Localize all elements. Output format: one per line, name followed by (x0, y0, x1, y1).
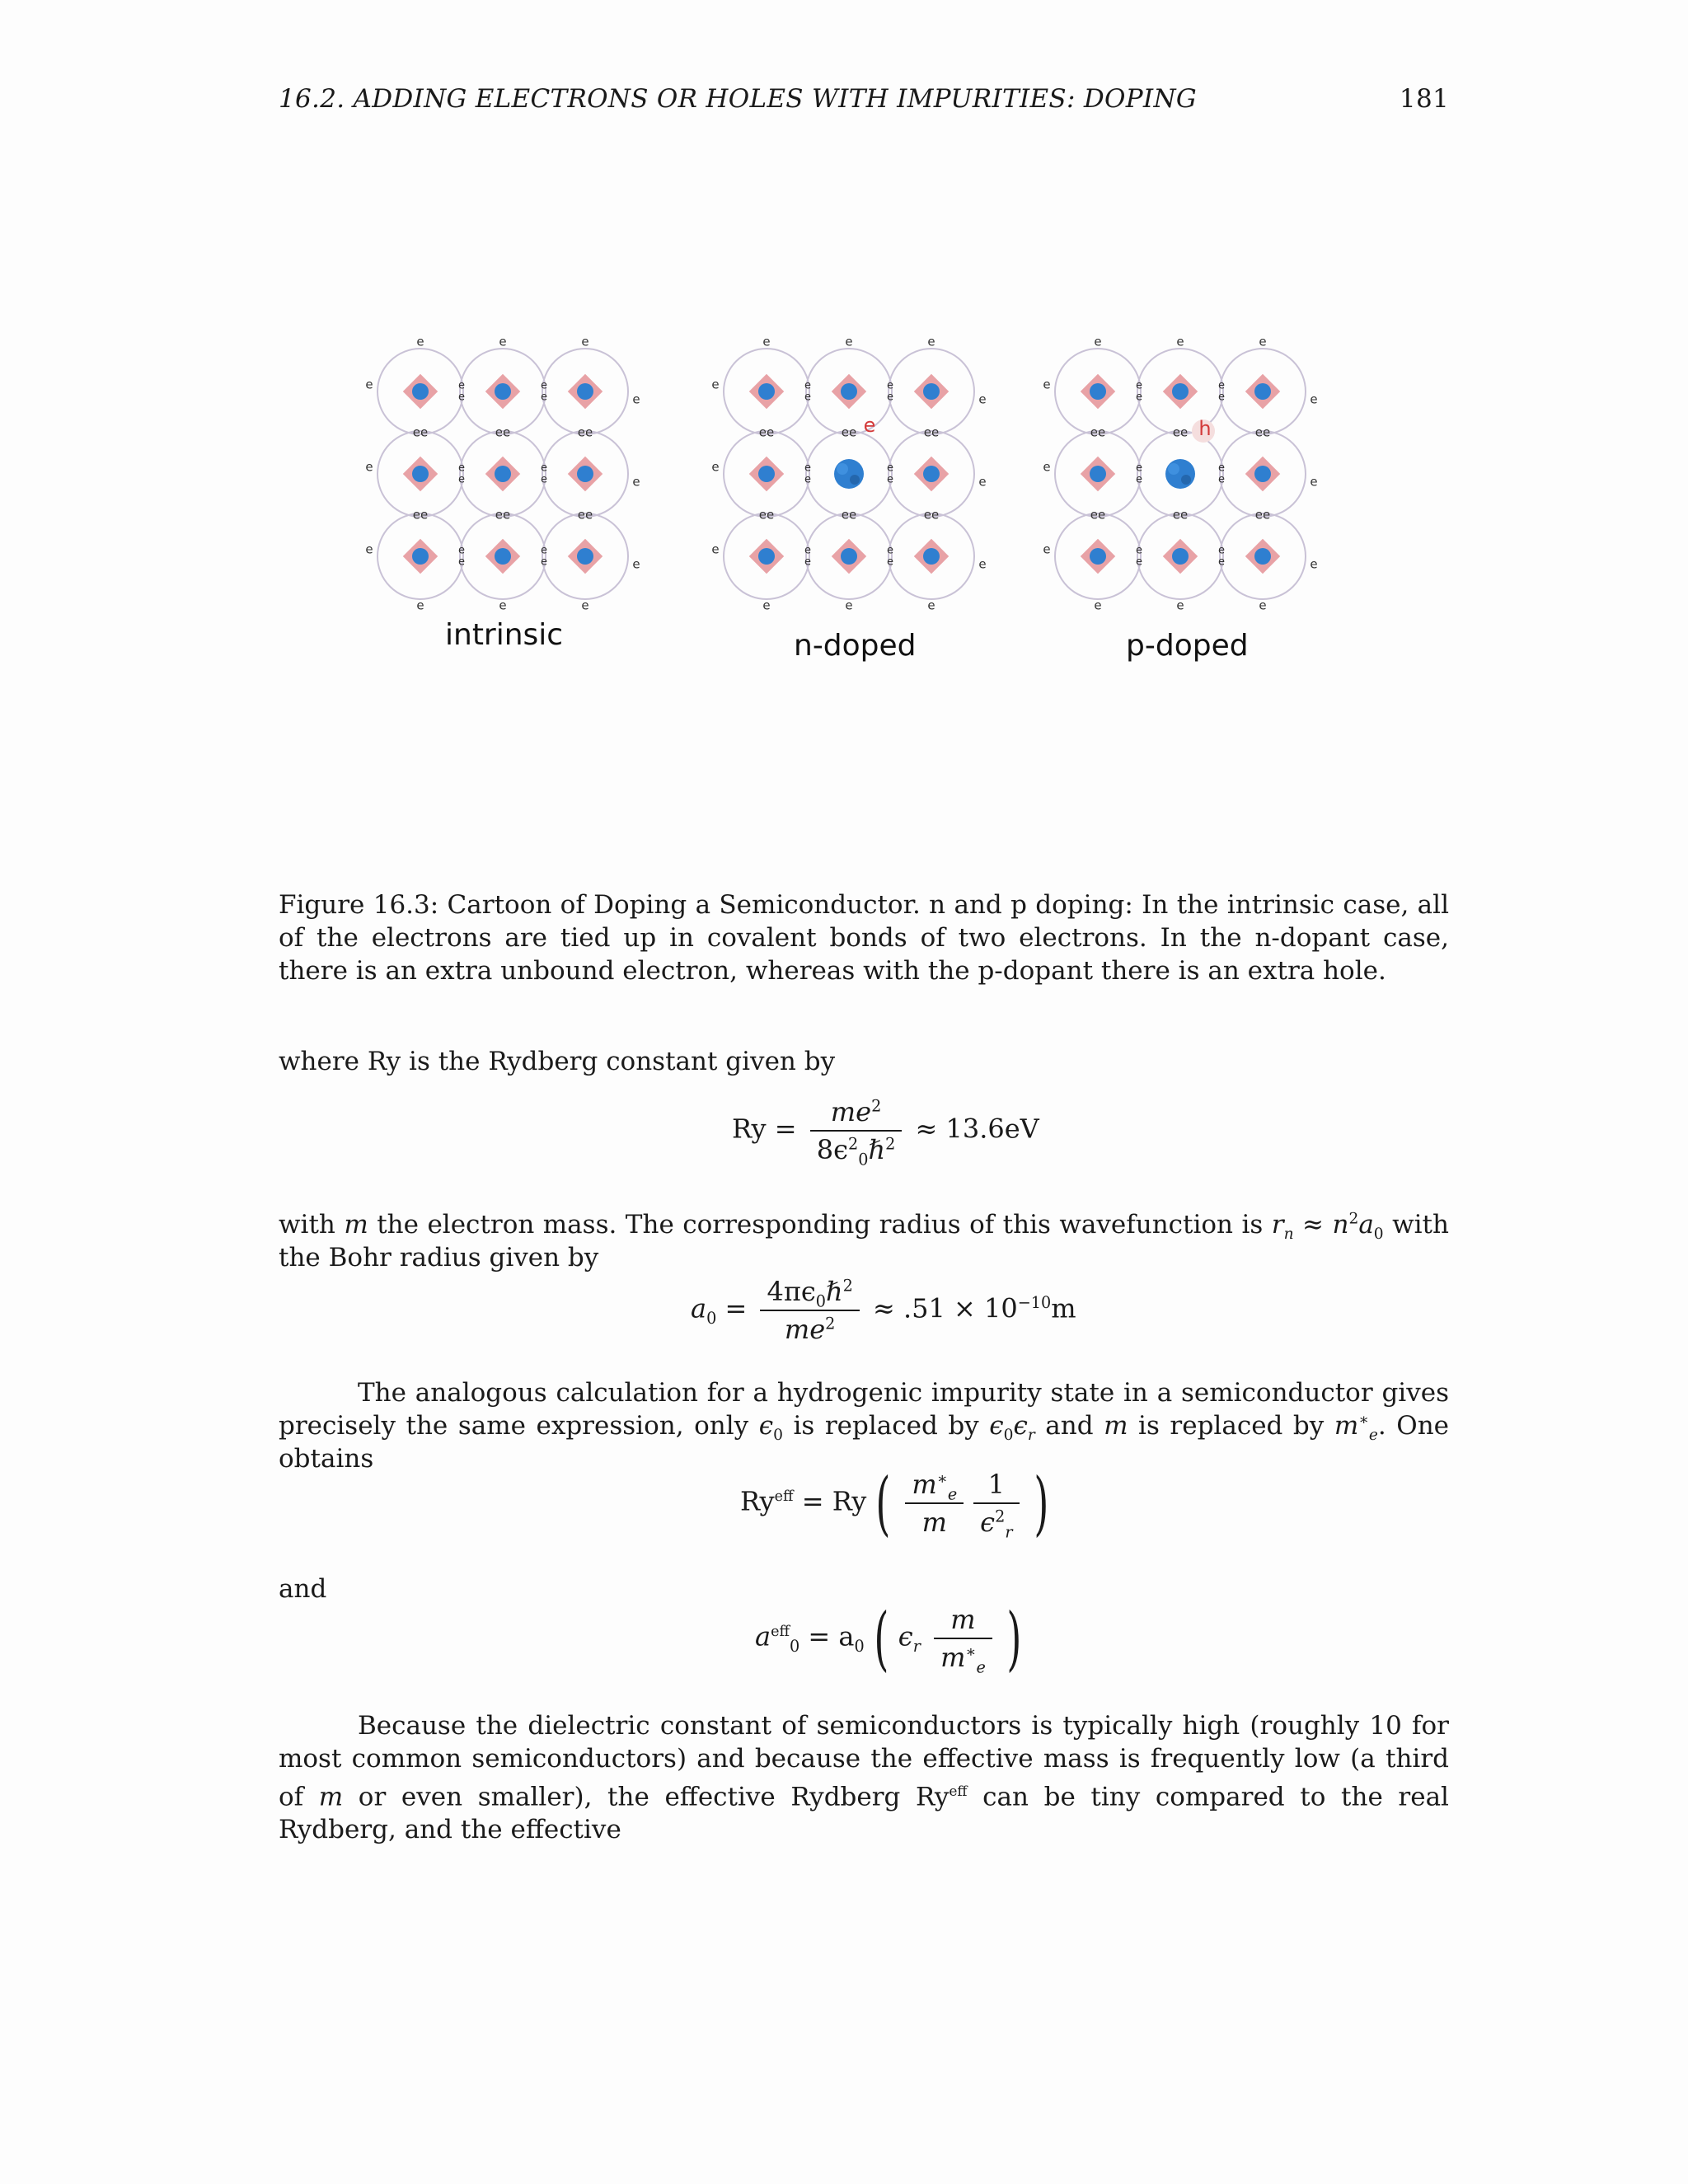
electron-pair: e (458, 544, 465, 557)
electron: e (499, 598, 507, 613)
electron-pair: e (1218, 544, 1225, 557)
atom-nucleus (841, 383, 857, 400)
electron: e (1094, 334, 1102, 349)
electron: e (927, 598, 935, 613)
atom-nucleus (495, 466, 511, 482)
paragraph-electron-mass: with m the electron mass. The corresponding radius of this wavefunction is $r_n \approx n^2a_0$ with the Bohr radius given by (279, 1210, 1449, 1272)
paragraph-dielectric-constant: Because the dielectric constant of semiconductors is typically high (roughly 10 for most common semiconductors) and because the effective mass is frequently low (a third of m or even smaller), the effective Rydberg $Ry^{eff}$ can be tiny compared to the real Rydberg, and the effective (279, 1711, 1449, 1845)
paragraph-and: and (279, 1574, 327, 1604)
electron: e (1259, 598, 1267, 613)
electron-pair: e (1136, 555, 1142, 569)
electron-pair: e (804, 391, 811, 404)
electron-pair: ee (577, 424, 593, 440)
electron-pair: e (1218, 379, 1225, 392)
electron: e (632, 391, 640, 407)
electron: e (1043, 541, 1051, 557)
electron-pair: ee (923, 507, 940, 523)
atom-nucleus (1254, 383, 1271, 400)
electron-pair: e (804, 473, 811, 486)
section-title: 16.2. ADDING ELECTRONS OR HOLES WITH IMPURITIES: DOPING (279, 84, 1197, 114)
electron: e (978, 474, 987, 490)
electron-pair: e (1218, 555, 1225, 569)
atom-nucleus (412, 466, 429, 482)
electron-pair: e (541, 391, 547, 404)
electron: e (1259, 334, 1267, 349)
n-doped-lattice-diagram (709, 334, 989, 614)
electron: e (845, 334, 853, 349)
atom-nucleus (1090, 548, 1106, 565)
electron: e (1310, 474, 1318, 490)
electron: e (927, 334, 935, 349)
atom-nucleus (1254, 466, 1271, 482)
electron-pair: e (458, 462, 465, 475)
electron-pair: e (887, 544, 893, 557)
atom-nucleus (923, 383, 940, 400)
atom-nucleus (1172, 383, 1189, 400)
electron-pair: e (804, 555, 811, 569)
atom-nucleus (495, 383, 511, 400)
paragraph-hydrogenic-impurity: The analogous calculation for a hydrogenic impurity state in a semiconductor gives precisely the same expression, only $\epsilon_0$ is replaced by $\epsilon_0\epsilon_r$ and m is replaced by $m^∗_e$. One obtains (279, 1378, 1450, 1474)
atom-nucleus (412, 383, 429, 400)
atom-nucleus (1090, 466, 1106, 482)
atom-nucleus (577, 466, 593, 482)
electron-pair: e (804, 462, 811, 475)
atom-nucleus (923, 466, 940, 482)
electron: e (365, 459, 373, 475)
atom-nucleus (923, 548, 940, 565)
electron: e (1176, 598, 1184, 613)
electron-pair: ee (577, 507, 593, 523)
electron-pair: e (1136, 462, 1142, 475)
paragraph-rydberg-intro: where Ry is the Rydberg constant given by (279, 1047, 836, 1076)
electron-pair: ee (1172, 507, 1189, 523)
electron: e (762, 598, 771, 613)
electron: e (711, 459, 720, 475)
label-p-doped: p-doped (1126, 629, 1249, 663)
electron: e (365, 541, 373, 557)
electron-pair: ee (1172, 424, 1189, 440)
electron-pair: e (541, 379, 547, 392)
page-number: 181 (1399, 84, 1449, 114)
dopant-atom-part (850, 475, 860, 485)
electron: e (1094, 598, 1102, 613)
electron: e (1043, 377, 1051, 392)
electron-pair: e (458, 555, 465, 569)
electron-pair: ee (495, 424, 511, 440)
electron-pair: ee (1090, 424, 1106, 440)
extra-electron: e (863, 414, 876, 437)
electron-pair: e (541, 462, 547, 475)
atom-nucleus (577, 383, 593, 400)
electron: e (1043, 459, 1051, 475)
electron-pair: ee (1254, 424, 1271, 440)
electron-pair: ee (1090, 507, 1106, 523)
figure-caption: Figure 16.3: Cartoon of Doping a Semiconductor. n and p doping: In the intrinsic case, all of the electrons are tied up in covalent bonds of two electrons. In the n-dopant case, there is an extra unbound electron, whereas with the p-dopant there is an extra hole. (279, 890, 1449, 986)
electron-pair: e (804, 544, 811, 557)
label-intrinsic: intrinsic (445, 618, 564, 652)
electron-pair: e (804, 379, 811, 392)
doping-figure (363, 334, 1335, 680)
electron: e (632, 556, 640, 572)
electron: e (416, 334, 424, 349)
electron-pair: ee (841, 424, 857, 440)
electron-pair: e (458, 473, 465, 486)
atom-nucleus (412, 548, 429, 565)
atom-nucleus (1172, 548, 1189, 565)
electron-pair: e (1136, 391, 1142, 404)
extra-hole: h (1198, 417, 1212, 440)
intrinsic-lattice-diagram (363, 334, 643, 614)
electron: e (978, 556, 987, 572)
dopant-atom (1165, 459, 1195, 489)
electron-pair: ee (923, 424, 940, 440)
running-header (279, 84, 1449, 117)
electron: e (1310, 391, 1318, 407)
dopant-atom-part (1168, 463, 1179, 475)
electron: e (416, 598, 424, 613)
electron-pair: e (541, 555, 547, 569)
electron-pair: e (1218, 473, 1225, 486)
electron-pair: ee (758, 424, 775, 440)
electron-pair: e (458, 379, 465, 392)
electron-pair: ee (1254, 507, 1271, 523)
electron-pair: e (887, 391, 893, 404)
electron: e (845, 598, 853, 613)
electron: e (632, 474, 640, 490)
dopant-atom (834, 459, 864, 489)
electron-pair: e (887, 473, 893, 486)
electron: e (499, 334, 507, 349)
electron: e (711, 541, 720, 557)
electron-pair: ee (758, 507, 775, 523)
dopant-atom-part (1181, 475, 1191, 485)
electron-pair: ee (495, 507, 511, 523)
electron-pair: e (1136, 544, 1142, 557)
electron: e (711, 377, 720, 392)
electron: e (762, 334, 771, 349)
electron: e (978, 391, 987, 407)
electron-pair: e (541, 544, 547, 557)
electron-pair: e (1218, 391, 1225, 404)
electron-pair: e (1136, 379, 1142, 392)
electron: e (1176, 334, 1184, 349)
atom-nucleus (841, 548, 857, 565)
electron-pair: e (541, 473, 547, 486)
atom-nucleus (758, 466, 775, 482)
equation-bohr-radius: $a_0$ = $\frac{4\pi\epsilon_0\hbar^2}{me^2}$ ≈ $.51 \times 10^{-10}m$ (691, 1276, 1076, 1345)
electron-pair: e (458, 391, 465, 404)
electron-pair: e (1218, 462, 1225, 475)
electron: e (581, 334, 589, 349)
atom-nucleus (1090, 383, 1106, 400)
electron-pair: e (887, 379, 893, 392)
atom-nucleus (758, 548, 775, 565)
label-n-doped: n-doped (794, 629, 917, 663)
electron: e (1310, 556, 1318, 572)
electron-pair: e (887, 555, 893, 569)
equation-rydberg: Ry = $\frac{me^2}{8\epsilon^2_0\hbar^2}$ ≈ 13.6eV (732, 1096, 1039, 1169)
electron-pair: e (1136, 473, 1142, 486)
electron: e (581, 598, 589, 613)
equation-effective-bohr-radius: $a^{eff}_0 = a_0$ ( $\epsilon_r$ $\frac{m}{m^∗_e}$ ) (755, 1598, 1022, 1679)
atom-nucleus (495, 548, 511, 565)
electron-pair: ee (412, 424, 429, 440)
electron: e (365, 377, 373, 392)
electron-pair: ee (841, 507, 857, 523)
equation-effective-rydberg: $Ry^{eff} = Ry$ ( $\frac{m^∗_e}{m}$ $\frac{1}{\epsilon^2_r}$ ) (740, 1463, 1049, 1544)
p-doped-lattice-diagram (1040, 334, 1320, 614)
electron-pair: e (887, 462, 893, 475)
dopant-atom-part (837, 463, 848, 475)
electron-pair: ee (412, 507, 429, 523)
atom-nucleus (758, 383, 775, 400)
atom-nucleus (577, 548, 593, 565)
atom-nucleus (1254, 548, 1271, 565)
